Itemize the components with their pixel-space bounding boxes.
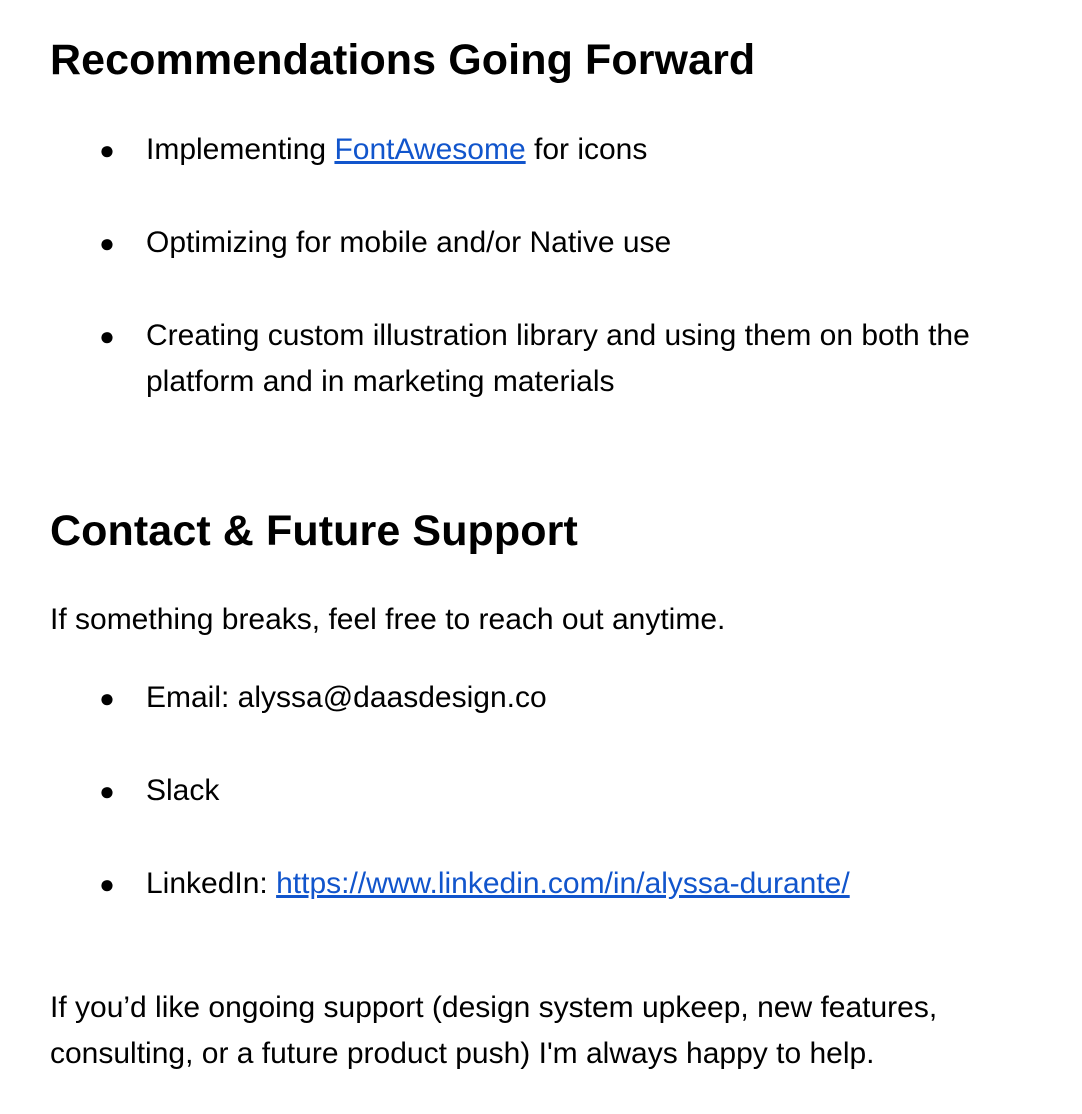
list-item-text-line1: Creating custom illustration library and using them on both the [146,319,970,352]
linkedin-label: LinkedIn: [146,867,277,900]
bullet-icon: ● [99,683,115,713]
closing-paragraph [50,985,1060,1077]
closing-line-1: If you’d like ongoing support (design system upkeep, new features, [50,991,938,1024]
list-item [99,127,1056,173]
list-item-text: Implementing [146,133,335,166]
list-item [99,220,1056,266]
closing-line-2: consulting, or a future product push) I'm always happy to help. [50,1037,875,1070]
section-heading-recommendations: Recommendations Going Forward [50,36,756,84]
bullet-icon: ● [99,228,115,258]
fontawesome-link[interactable]: FontAwesome [334,133,526,166]
list-item-email [99,675,1056,721]
bullet-icon: ● [99,321,115,351]
list-item-text: for icons [525,133,648,166]
list-item-text: Optimizing for mobile and/or Native use [146,226,672,259]
contact-intro: If something breaks, feel free to reach out anytime. [50,603,726,636]
section-heading-contact: Contact & Future Support [50,507,578,555]
slack-text: Slack [146,774,220,807]
list-item-linkedin [99,861,1056,907]
linkedin-link[interactable]: https://www.linkedin.com/in/alyssa-durante/ [276,867,850,900]
email-text: Email: alyssa@daasdesign.co [146,681,547,714]
bullet-icon: ● [99,869,115,899]
list-item [99,313,1056,405]
bullet-icon: ● [99,776,115,806]
bullet-icon: ● [99,135,115,165]
list-item-slack [99,768,1056,814]
list-item-text-line2: platform and in marketing materials [146,365,615,398]
